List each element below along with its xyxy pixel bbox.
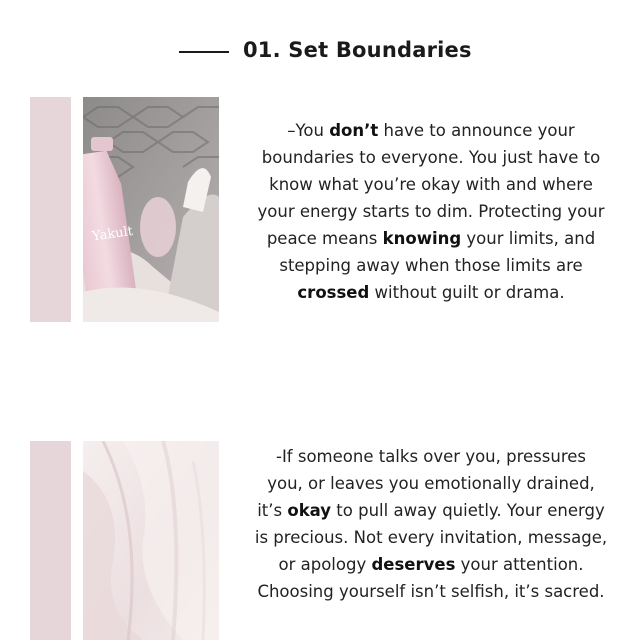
text-line <box>226 198 636 225</box>
bold-word: don’t <box>329 121 379 140</box>
text-segment: you, or leaves you emotionally drained, <box>267 474 595 493</box>
text-line <box>226 524 636 551</box>
bottle-label: Yakult <box>91 223 134 245</box>
text-segment: or apology <box>278 555 372 574</box>
text-line <box>226 279 636 306</box>
text-segment: –You <box>287 121 330 140</box>
tip-text-1 <box>226 117 636 306</box>
header-divider-line <box>179 51 229 53</box>
tip-section-1 <box>0 97 640 322</box>
text-segment: is precious. Not every invitation, message, <box>254 528 608 547</box>
text-segment: Choosing yourself isn’t selfish, it’s sacred. <box>257 582 605 601</box>
pink-accent-bar <box>30 441 71 640</box>
text-line <box>226 117 636 144</box>
text-line <box>226 171 636 198</box>
pink-accent-bar <box>30 97 71 322</box>
page-title: 01. Set Boundaries <box>243 38 472 62</box>
pink-drink-bottle-photo-icon <box>83 97 219 322</box>
text-line <box>226 578 636 605</box>
text-segment: -If someone talks over you, pressures <box>275 447 586 466</box>
text-segment: know what you’re okay with and where <box>269 175 593 194</box>
text-segment: your attention. <box>455 555 584 574</box>
text-line <box>226 225 636 252</box>
bold-word: okay <box>287 501 332 520</box>
text-segment: peace means <box>266 229 383 248</box>
text-line <box>226 470 636 497</box>
text-segment: have to announce your <box>378 121 575 140</box>
section-header <box>0 36 640 68</box>
bold-word: deserves <box>371 555 456 574</box>
text-line <box>226 497 636 524</box>
bold-word: knowing <box>382 229 462 248</box>
text-segment: stepping away when those limits are <box>279 256 583 275</box>
text-segment: your limits, and <box>461 229 596 248</box>
bold-word: crossed <box>297 283 370 302</box>
tip-section-2 <box>0 441 640 640</box>
tip-text-2 <box>226 443 636 605</box>
text-segment: to pull away quietly. Your energy <box>331 501 605 520</box>
text-line <box>226 252 636 279</box>
text-segment: it’s <box>257 501 288 520</box>
text-line <box>226 551 636 578</box>
pink-fabric-photo-icon <box>83 441 219 640</box>
text-segment: boundaries to everyone. You just have to <box>261 148 601 167</box>
text-segment: without guilt or drama. <box>369 283 565 302</box>
text-segment: your energy starts to dim. Protecting your <box>257 202 605 221</box>
text-line <box>226 144 636 171</box>
text-line <box>226 443 636 470</box>
